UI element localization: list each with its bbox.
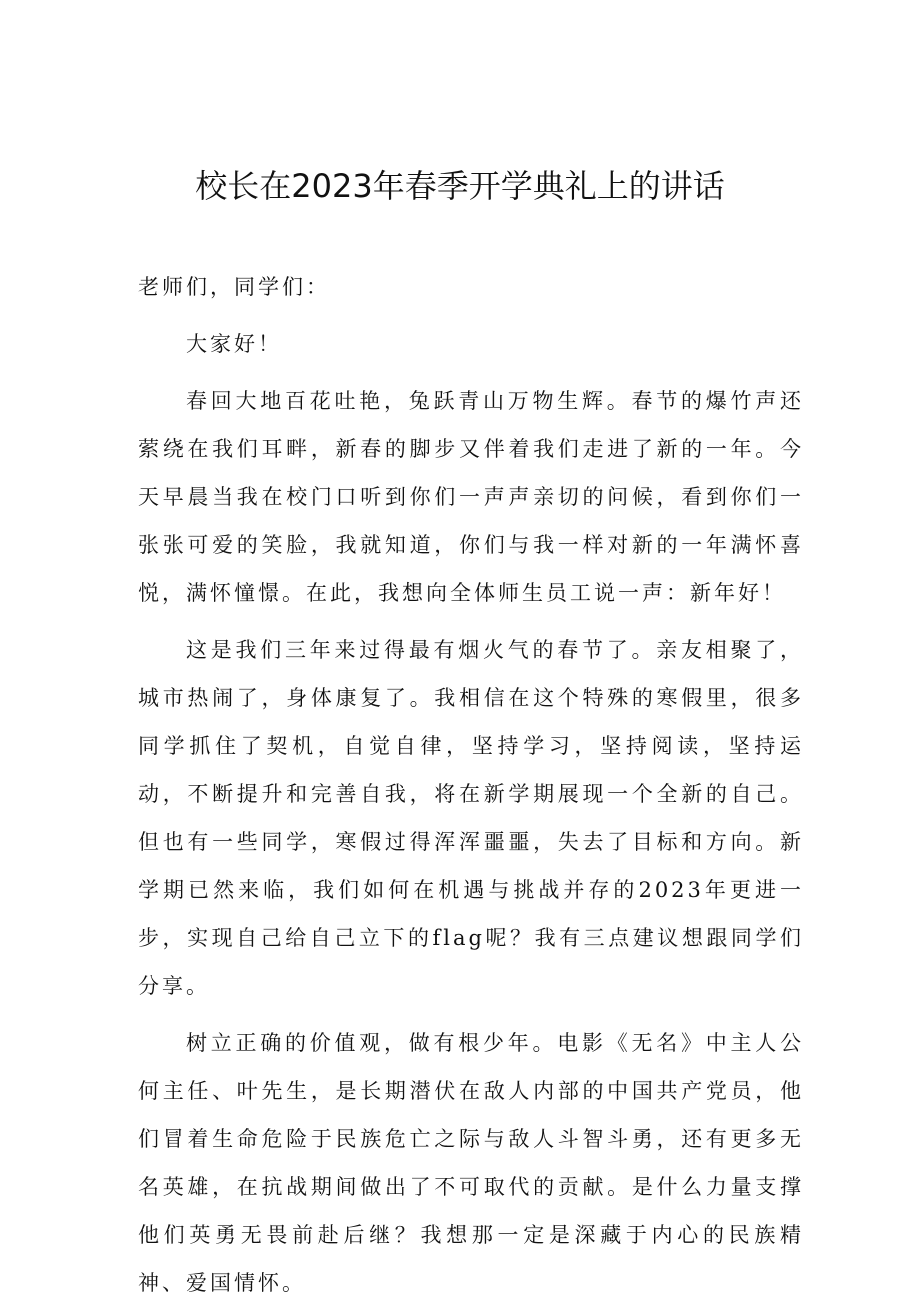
document-title: 校长在2023年春季开学典礼上的讲话 — [195, 167, 725, 205]
salutation: 老师们，同学们： — [138, 275, 330, 299]
document-body — [138, 263, 804, 1316]
paragraph-2: 这是我们三年来过得最有烟火气的春节了。亲友相聚了，城市热闹了，身体康复了。我相信在这个特殊的寒假里，很多同学抓住了契机，自觉自律，坚持学习，坚持阅读，坚持运动，不断提升和完善自我，将在新学期展现一个全新的自己。但也有一些同学，寒假过得浑浑噩噩，失去了目标和方向。新学期已然来临，我们如何在机遇与挑战并存的2023年更进一步，实现自己给自己立下的flag呢？我有三点建议想跟同学们分享。 — [138, 638, 804, 998]
greeting: 大家好！ — [186, 332, 282, 356]
paragraph-3: 树立正确的价值观，做有根少年。电影《无名》中主人公何主任、叶先生，是长期潜伏在敌人内部的中国共产党员，他们冒着生命危险于民族危亡之际与敌人斗智斗勇，还有更多无名英雄，在抗战期间做出了不可取代的贡献。是什么力量支撑他们英勇无畏前赴后继？我想那一定是深藏于内心的民族精神、爱国情怀。 — [138, 1031, 804, 1295]
paragraph-1: 春回大地百花吐艳，兔跃青山万物生辉。春节的爆竹声还萦绕在我们耳畔，新春的脚步又伴着我们走进了新的一年。今天早晨当我在校门口听到你们一声声亲切的问候，看到你们一张张可爱的笑脸，我就知道，你们与我一样对新的一年满怀喜悦，满怀憧憬。在此，我想向全体师生员工说一声：新年好！ — [138, 389, 804, 605]
